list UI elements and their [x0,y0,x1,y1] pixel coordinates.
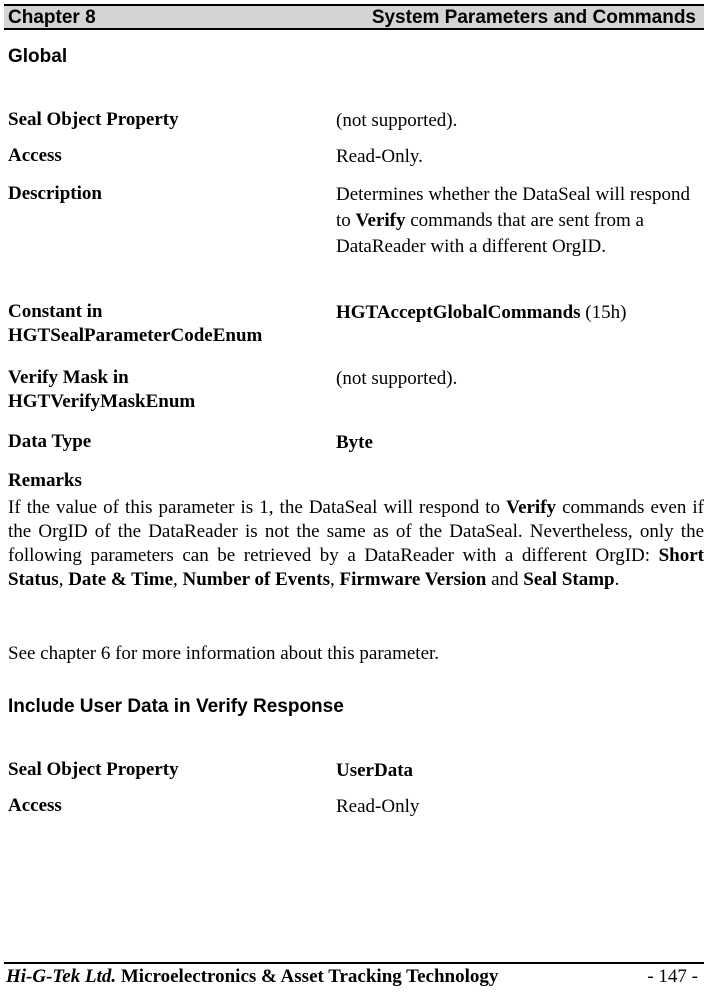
property-label: Description [8,183,102,204]
page-number: - 147 - [647,966,698,987]
property-value: Determines whether the DataSeal will respond to Verify commands that are sent from a DataReader with a different OrgID. [336,184,691,257]
property-label: Seal Object Property [8,109,179,130]
page-header [4,4,704,30]
footer-company: Hi-G-Tek Ltd. Microelectronics & Asset Tracking Technology [6,966,499,987]
property-value: Byte [336,432,373,453]
property-label: Seal Object Property [8,759,179,780]
property-label: Verify Mask in HGTVerifyMaskEnum [8,367,196,412]
section-title-global: Global [8,46,68,67]
section-title-user-data: Include User Data in Verify Response [8,696,344,717]
property-value: UserData [336,760,414,781]
chapter-label: Chapter 8 [8,7,96,28]
property-label: Constant in HGTSealParameterCodeEnum [8,301,263,346]
remarks-see-also: See chapter 6 for more information about this parameter. [8,643,440,664]
property-label: Access [8,795,62,816]
property-value: Read-Only. [336,146,423,167]
chapter-title: System Parameters and Commands [371,7,696,28]
property-label: Access [8,145,62,166]
property-value: (not supported). [336,110,458,131]
footer-rule [4,962,704,964]
property-value: HGTAcceptGlobalCommands (15h) [336,302,627,323]
remarks-paragraph: If the value of this parameter is 1, the DataSeal will respond to Verify commands even if the OrgID of the DataReader is not the same as of the DataSeal. Nevertheless, only the following parameters can be retrieved by a DataReader with a different OrgID: Short Status, Date & Time, Number of Events, Firmware Version and Seal Stamp. [8,497,704,590]
remarks-heading: Remarks [8,470,82,491]
property-value: Read-Only [336,796,420,817]
property-label: Data Type [8,431,92,452]
property-value: (not supported). [336,368,458,389]
